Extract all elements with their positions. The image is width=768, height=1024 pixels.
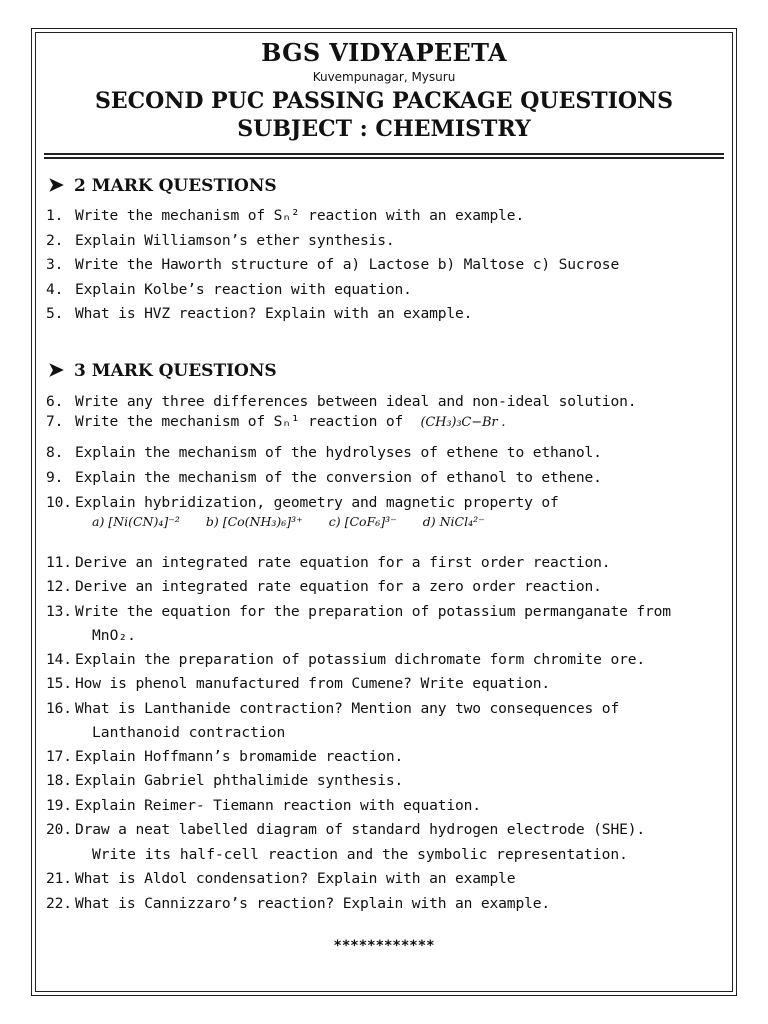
question-item: 12. Derive an integrated rate equation for a zero order reaction. (46, 578, 602, 595)
school-location: Kuvempunagar, Mysuru (312, 70, 456, 84)
question-item: 7. Write the mechanism of Sₙ¹ reaction of (CH₃)₃C−Br . (46, 413, 506, 430)
question-item: 22. What is Cannizzaro’s reaction? Explain with an example. (46, 895, 550, 912)
question-item: 16. What is Lanthanide contraction? Mention any two consequences of (46, 700, 620, 717)
question-item: 10. Explain hybridization, geometry and magnetic property of (46, 494, 559, 511)
question-item: 19. Explain Reimer- Tiemann reaction with equation. (46, 797, 481, 814)
question-item: 5. What is HVZ reaction? Explain with an example. (46, 305, 473, 322)
question-continuation: MnO₂. (92, 627, 136, 644)
subject-title: SUBJECT : CHEMISTRY (237, 116, 531, 142)
header-divider-bottom (44, 157, 724, 159)
question-item: 17. Explain Hoffmann’s bromamide reaction. (46, 748, 404, 765)
complex-formulas (92, 514, 507, 529)
question-continuation: Lanthanoid contraction (92, 724, 286, 741)
question-item: 21. What is Aldol condensation? Explain with an example (46, 870, 516, 887)
tert-butyl-bromide-formula: (CH₃)₃C−Br . (420, 415, 506, 430)
question-item: 14. Explain the preparation of potassium dichromate form chromite ore. (46, 651, 645, 668)
formula-b: b) [Co(NH₃)₆]³⁺ (205, 514, 303, 529)
question-item: 13. Write the equation for the preparation of potassium permanganate from (46, 603, 671, 620)
question-item: 6. Write any three differences between ideal and non-ideal solution. (46, 393, 637, 410)
arrow-bullet-icon: ➤ (48, 174, 64, 196)
arrow-bullet-icon: ➤ (48, 359, 64, 381)
section-heading-3-mark: ➤ 3 MARK QUESTIONS (48, 359, 277, 381)
header-divider-top (44, 153, 724, 155)
question-continuation: Write its half-cell reaction and the symbolic representation. (92, 846, 628, 863)
formula-a: a) [Ni(CN)₄]⁻² (92, 514, 180, 529)
formula-c: c) [CoF₆]³⁻ (328, 514, 397, 529)
question-item: 1. Write the mechanism of Sₙ² reaction with an example. (46, 207, 525, 224)
section-heading-2-mark: ➤ 2 MARK QUESTIONS (48, 174, 277, 196)
question-item: 2. Explain Williamson’s ether synthesis. (46, 232, 395, 249)
question-item: 4. Explain Kolbe’s reaction with equation. (46, 281, 412, 298)
question-item: 9. Explain the mechanism of the conversion of ethanol to ethene. (46, 469, 602, 486)
end-marker: ************ (333, 938, 435, 954)
question-item: 11. Derive an integrated rate equation for a first order reaction. (46, 554, 611, 571)
document-title: SECOND PUC PASSING PACKAGE QUESTIONS (94, 88, 674, 114)
school-name: BGS VIDYAPEETA (261, 38, 507, 67)
formula-d: d) NiCl₄²⁻ (422, 514, 485, 529)
question-item: 18. Explain Gabriel phthalimide synthesis. (46, 772, 404, 789)
question-item: 8. Explain the mechanism of the hydrolyses of ethene to ethanol. (46, 444, 602, 461)
question-item: 20. Draw a neat labelled diagram of standard hydrogen electrode (SHE). (46, 821, 645, 838)
question-item: 3. Write the Haworth structure of a) Lactose b) Maltose c) Sucrose (46, 256, 620, 273)
question-item: 15. How is phenol manufactured from Cumene? Write equation. (46, 675, 550, 692)
